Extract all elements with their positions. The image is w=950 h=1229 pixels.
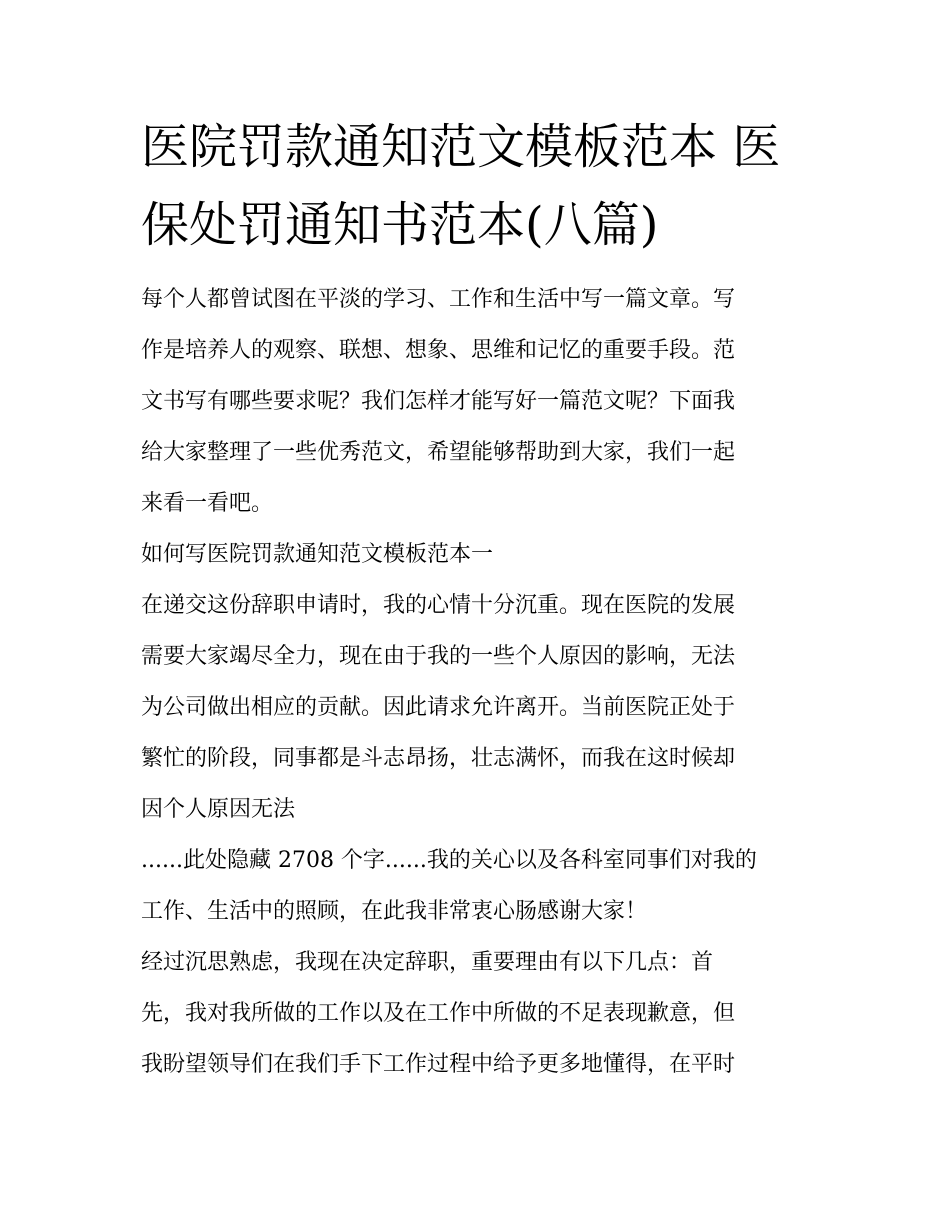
intro-paragraph <box>141 274 813 529</box>
text-line: 工作、生活中的照顾，在此我非常衷心肠感谢大家！ <box>141 899 648 924</box>
document-title <box>141 108 813 264</box>
title-line: 保处罚通知书范本(八篇) <box>141 197 659 253</box>
text-line: 需要大家竭尽全力，现在由于我的一些个人原因的影响，无法 <box>141 644 736 669</box>
body-paragraph <box>141 937 813 1090</box>
text-line: 我盼望领导们在我们手下工作过程中给予更多地懂得，在平时 <box>141 1052 736 1077</box>
text-line: 作是培养人的观察、联想、想象、思维和记忆的重要手段。范 <box>141 338 736 363</box>
section-heading <box>141 529 813 580</box>
text-line: 文书写有哪些要求呢？我们怎样才能写好一篇范文呢？下面我 <box>141 389 736 414</box>
text-line: 在递交这份辞职申请时，我的心情十分沉重。现在医院的发展 <box>141 593 736 618</box>
body-paragraph <box>141 580 813 835</box>
text-line: 繁忙的阶段，同事都是斗志昂扬，壮志满怀，而我在这时候却 <box>141 746 736 771</box>
hidden-notice-paragraph <box>141 835 813 937</box>
title-line: 医院罚款通知范文模板范本 医 <box>141 119 781 175</box>
text-line: 给大家整理了一些优秀范文，希望能够帮助到大家，我们一起 <box>141 440 736 465</box>
document-content <box>141 108 813 1090</box>
text-line: 因个人原因无法 <box>141 797 296 822</box>
text-line: ......此处隐藏 2708 个字......我的关心以及各科室同事们对我的 <box>141 848 757 873</box>
text-line: 为公司做出相应的贡献。因此请求允许离开。当前医院正处于 <box>141 695 736 720</box>
text-line: 先，我对我所做的工作以及在工作中所做的不足表现歉意，但 <box>141 1001 736 1026</box>
text-line: 经过沉思熟虑，我现在决定辞职，重要理由有以下几点：首 <box>141 950 714 975</box>
text-line: 来看一看吧。 <box>141 491 274 516</box>
text-line: 如何写医院罚款通知范文模板范本一 <box>141 542 494 567</box>
text-line: 每个人都曾试图在平淡的学习、工作和生活中写一篇文章。写 <box>141 287 736 312</box>
